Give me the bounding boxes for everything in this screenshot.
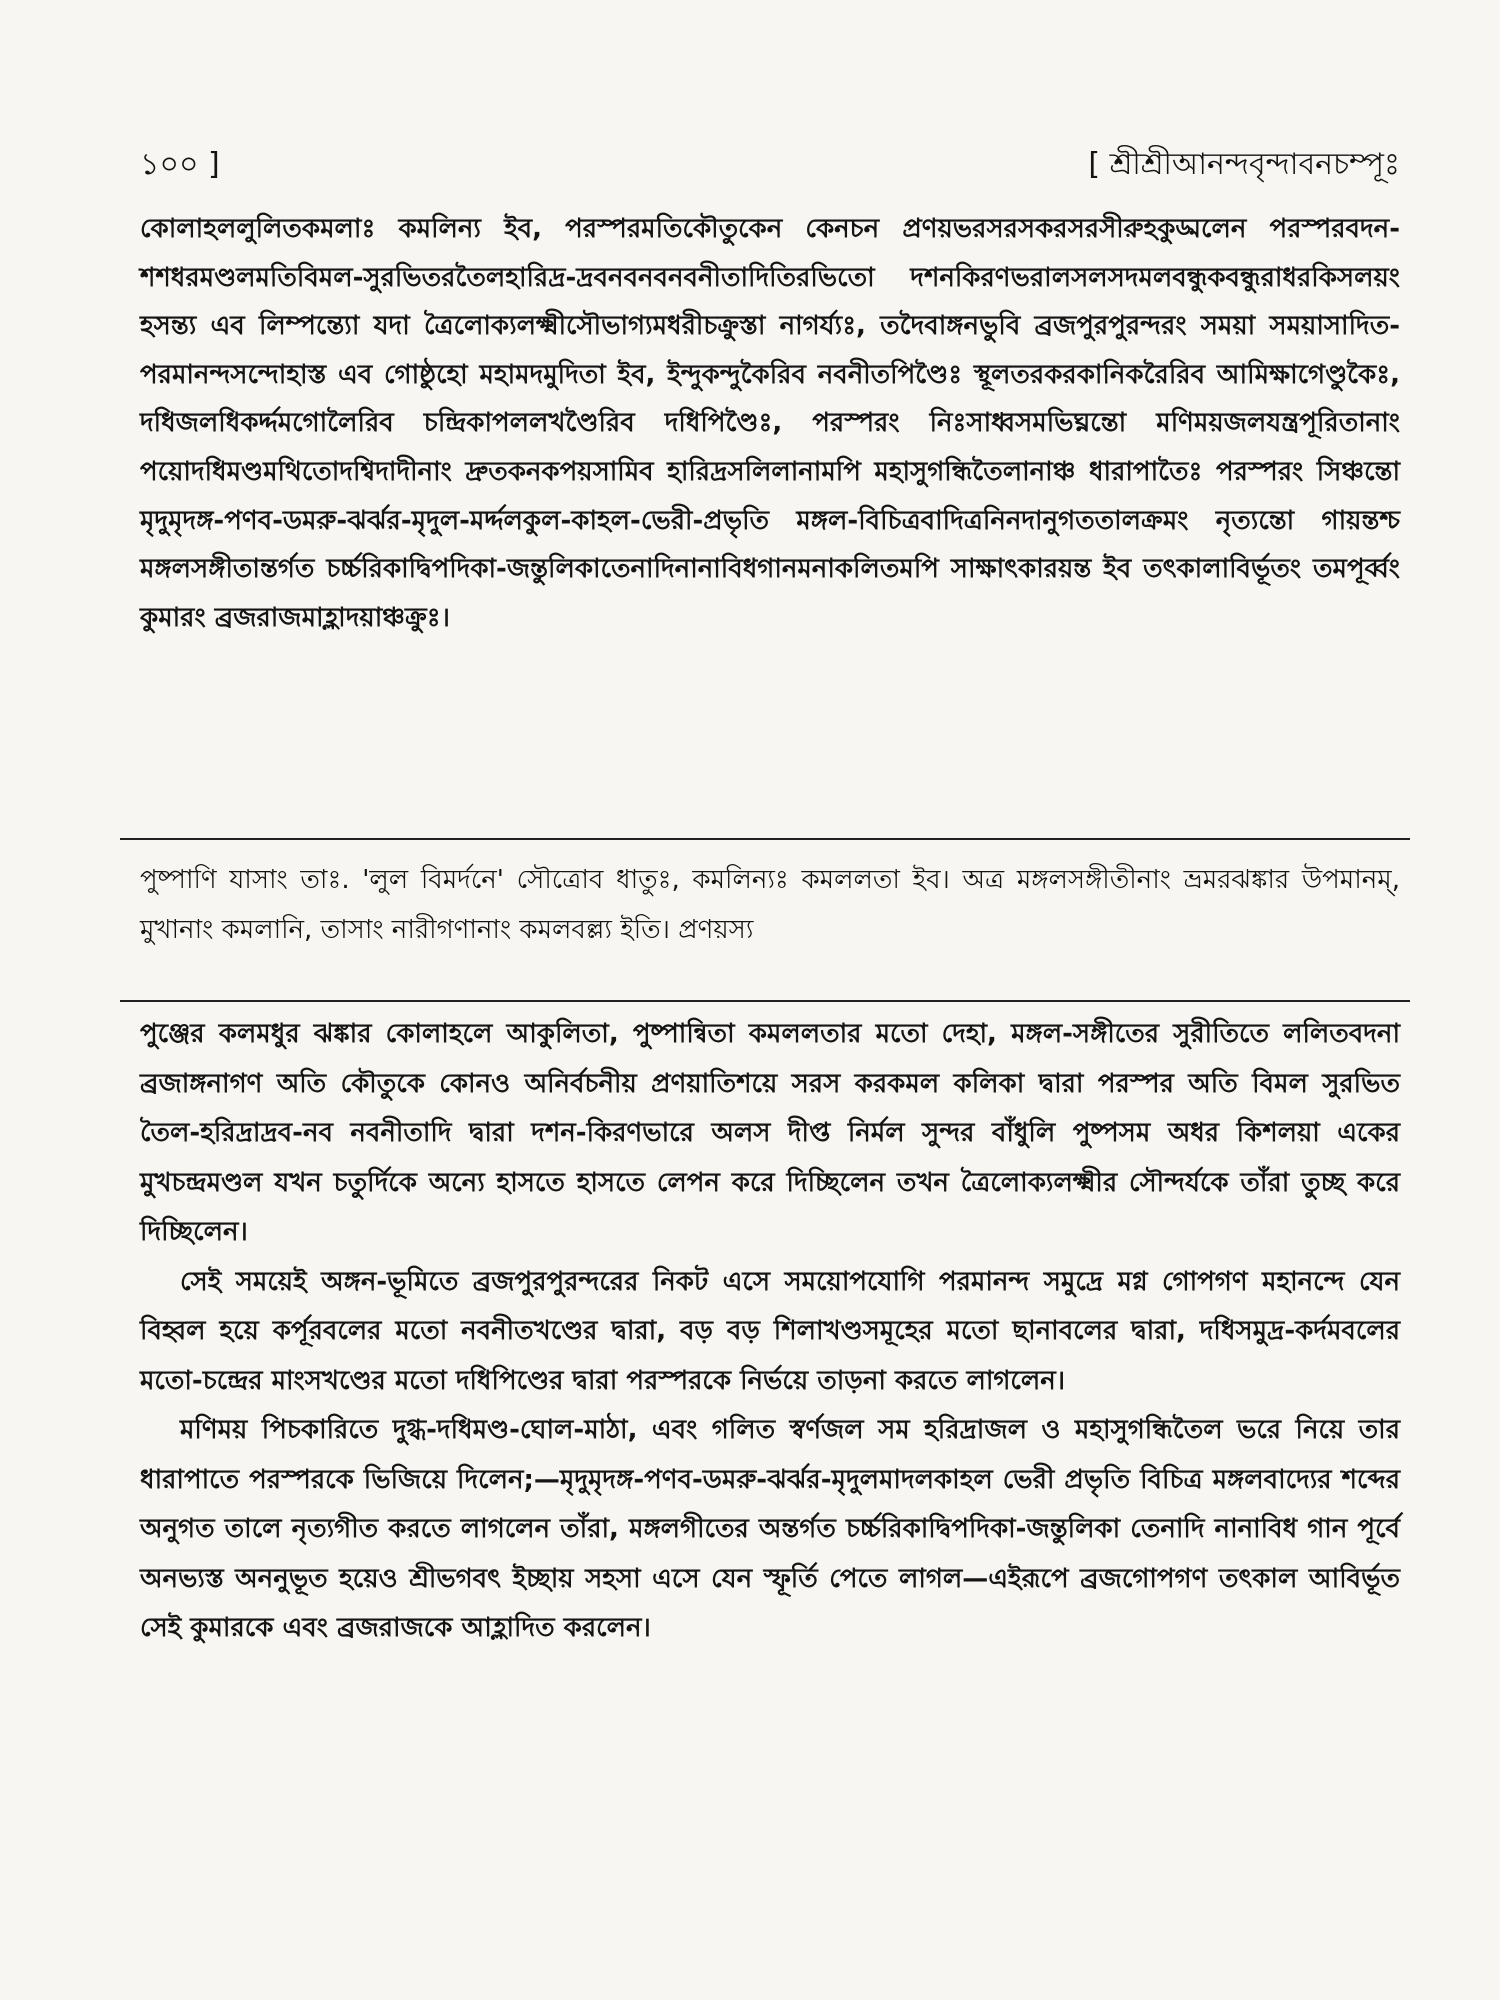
- bengali-translation: [140, 1010, 1400, 1654]
- verse-text: কোলাহললুলিতকমলাঃ কমলিন্য ইব, পরস্পরমতিকৌতুকেন কেনচন প্রণয়ভরসরসকরসরসীরুহকুড্মলেন পরস্পরবদন-শশধরমণ্ডলমতিবিমল-সুরভিতরতৈলহারিদ্র-দ্রবনবনবনবনীতাদিতিরভিতো দশনকিরণভরালসলসদমলবন্ধুকবন্ধুরাধরকিসলয়ং হসন্ত্য এব লিম্পন্ত্যো যদা ত্রৈলোক্যলক্ষ্মীসৌভাগ্যমধরীচক্রুস্তা নাগর্য্যঃ, তদৈবাঙ্গনভুবি ব্রজপুরপুরন্দরং সময়া সময়াসাদিত-পরমানন্দসন্দোহাস্ত এব গোষ্ঠুহো মহামদমুদিতা ইব, ইন্দুকন্দুকৈরিব নবনীতপিণ্ডৈঃ স্থূলতরকরকানিকরৈরিব আমিক্ষাগেণ্ডুকৈঃ, দধিজলধিকর্দ্দমগোলৈরিব চন্দ্রিকাপললখণ্ডৈরিব দধিপিণ্ডৈঃ, পরস্পরং নিঃসাধ্বসমভিঘ্নন্তো মণিময়জলযন্ত্রপূরিতানাং পয়োদধিমণ্ডমথিতোদশ্বিদাদীনাং দ্রুতকনকপয়সামিব হারিদ্রসলিলানামপি মহাসুগন্ধিতৈলানাঞ্চ ধারাপাতৈঃ পরস্পরং সিঞ্চন্তো মৃদুমৃদঙ্গ-পণব-ডমরু-ঝর্ঝর-মৃদুল-মর্দ্দলকুল-কাহল-ভেরী-প্রভৃতি মঙ্গল-বিচিত্রবাদিত্রনিনদানুগততালক্রমং নৃত্যন্তো গায়ন্তশ্চ মঙ্গলসঙ্গীতান্তর্গত চর্চ্চরিকাদ্বিপদিকা-জন্তুলিকাতেনাদিনানাবিধগানমনাকলিতমপি সাক্ষাৎকারয়ন্ত ইব তৎকালাবির্ভূতং তমপূর্ব্বং কুমারং ব্রজরাজমাহ্লাদয়াঞ্চক্রুঃ।: [140, 214, 1400, 633]
- divider-top: [120, 838, 1410, 840]
- page-number: ১০০ ]: [140, 147, 220, 182]
- translation-paragraph: সেই সময়েই অঙ্গন-ভূমিতে ব্রজপুরপুরন্দরের নিকট এসে সময়োপযোগি পরমানন্দ সমুদ্রে মগ্ন গোপগণ মহানন্দে যেন বিহ্বল হয়ে কর্পূরবলের মতো নবনীতখণ্ডের দ্বারা, বড় বড় শিলাখণ্ডসমূহের মতো ছানাবলের দ্বারা, দধিসমুদ্র-কর্দমবলের মতো-চন্দ্রের মাংসখণ্ডের মতো দধিপিণ্ডের দ্বারা পরস্পরকে নির্ভয়ে তাড়না করতে লাগলেন।: [140, 1266, 1400, 1396]
- translation-paragraph: মণিময় পিচকারিতে দুগ্ধ-দধিমণ্ড-ঘোল-মাঠা, এবং গলিত স্বর্ণজল সম হরিদ্রাজল ও মহাসুগন্ধিতৈল ভরে নিয়ে তার ধারাপাতে পরস্পরকে ভিজিয়ে দিলেন;—মৃদুমৃদঙ্গ-পণব-ডমরু-ঝর্ঝর-মৃদুলমাদলকাহল ভেরী প্রভৃতি বিচিত্র মঙ্গলবাদ্যের শব্দের অনুগত তালে নৃত্যগীত করতে লাগলেন তাঁরা, মঙ্গলগীতের অন্তর্গত চর্চ্চরিকাদ্বিপদিকা-জন্তুলিকা তেনাদি নানাবিধ গান পূর্বে অনভ্যস্ত অননুভূত হয়েও শ্রীভগবৎ ইচ্ছায় সহসা এসে যেন স্ফূর্তি পেতে লাগল—এইরূপে ব্রজগোপগণ তৎকাল আবির্ভূত সেই কুমারকে এবং ব্রজরাজকে আহ্লাদিত করলেন।: [140, 1415, 1400, 1643]
- commentary: [140, 855, 1400, 955]
- commentary-text: পুষ্পাণি যাসাং তাঃ. 'লুল বিমর্দনে' সৌত্রোব ধাতুঃ, কমলিন্যঃ কমললতা ইব। অত্র মঙ্গলসঙ্গীতীনাং ভ্রমরঝঙ্কার উপমানম্, মুখানাং কমলানি, তাসাং নারীগণানাং কমলবল্ল্য ইতি। প্রণয়স্য: [140, 865, 1400, 945]
- sanskrit-verse: [140, 205, 1400, 642]
- book-title: [ শ্রীশ্রীআনন্দবৃন্দাবনচম্পূঃ: [1088, 147, 1400, 182]
- divider-bottom: [120, 1000, 1410, 1002]
- translation-paragraph: পুঞ্জের কলমধুর ঝঙ্কার কোলাহলে আকুলিতা, পুষ্পান্বিতা কমললতার মতো দেহা, মঙ্গল-সঙ্গীতের সুরীতিতে ললিতবদনা ব্রজাঙ্গনাগণ অতি কৌতুকে কোনও অনির্বচনীয় প্রণয়াতিশয়ে সরস করকমল কলিকা দ্বারা পরস্পর অতি বিমল সুরভিত তৈল-হরিদ্রাদ্রব-নব নবনীতাদি দ্বারা দশন-কিরণভারে অলস দীপ্ত নির্মল সুন্দর বাঁধুলি পুষ্পসম অধর কিশলয়া একের মুখচন্দ্রমণ্ডল যখন চতুর্দিকে অন্যে হাসতে হাসতে লেপন করে দিচ্ছিলেন তখন ত্রৈলোক্যলক্ষ্মীর সৌন্দর্যকে তাঁরা তুচ্ছ করে দিচ্ছিলেন।: [140, 1019, 1400, 1247]
- page-header: [140, 140, 1400, 184]
